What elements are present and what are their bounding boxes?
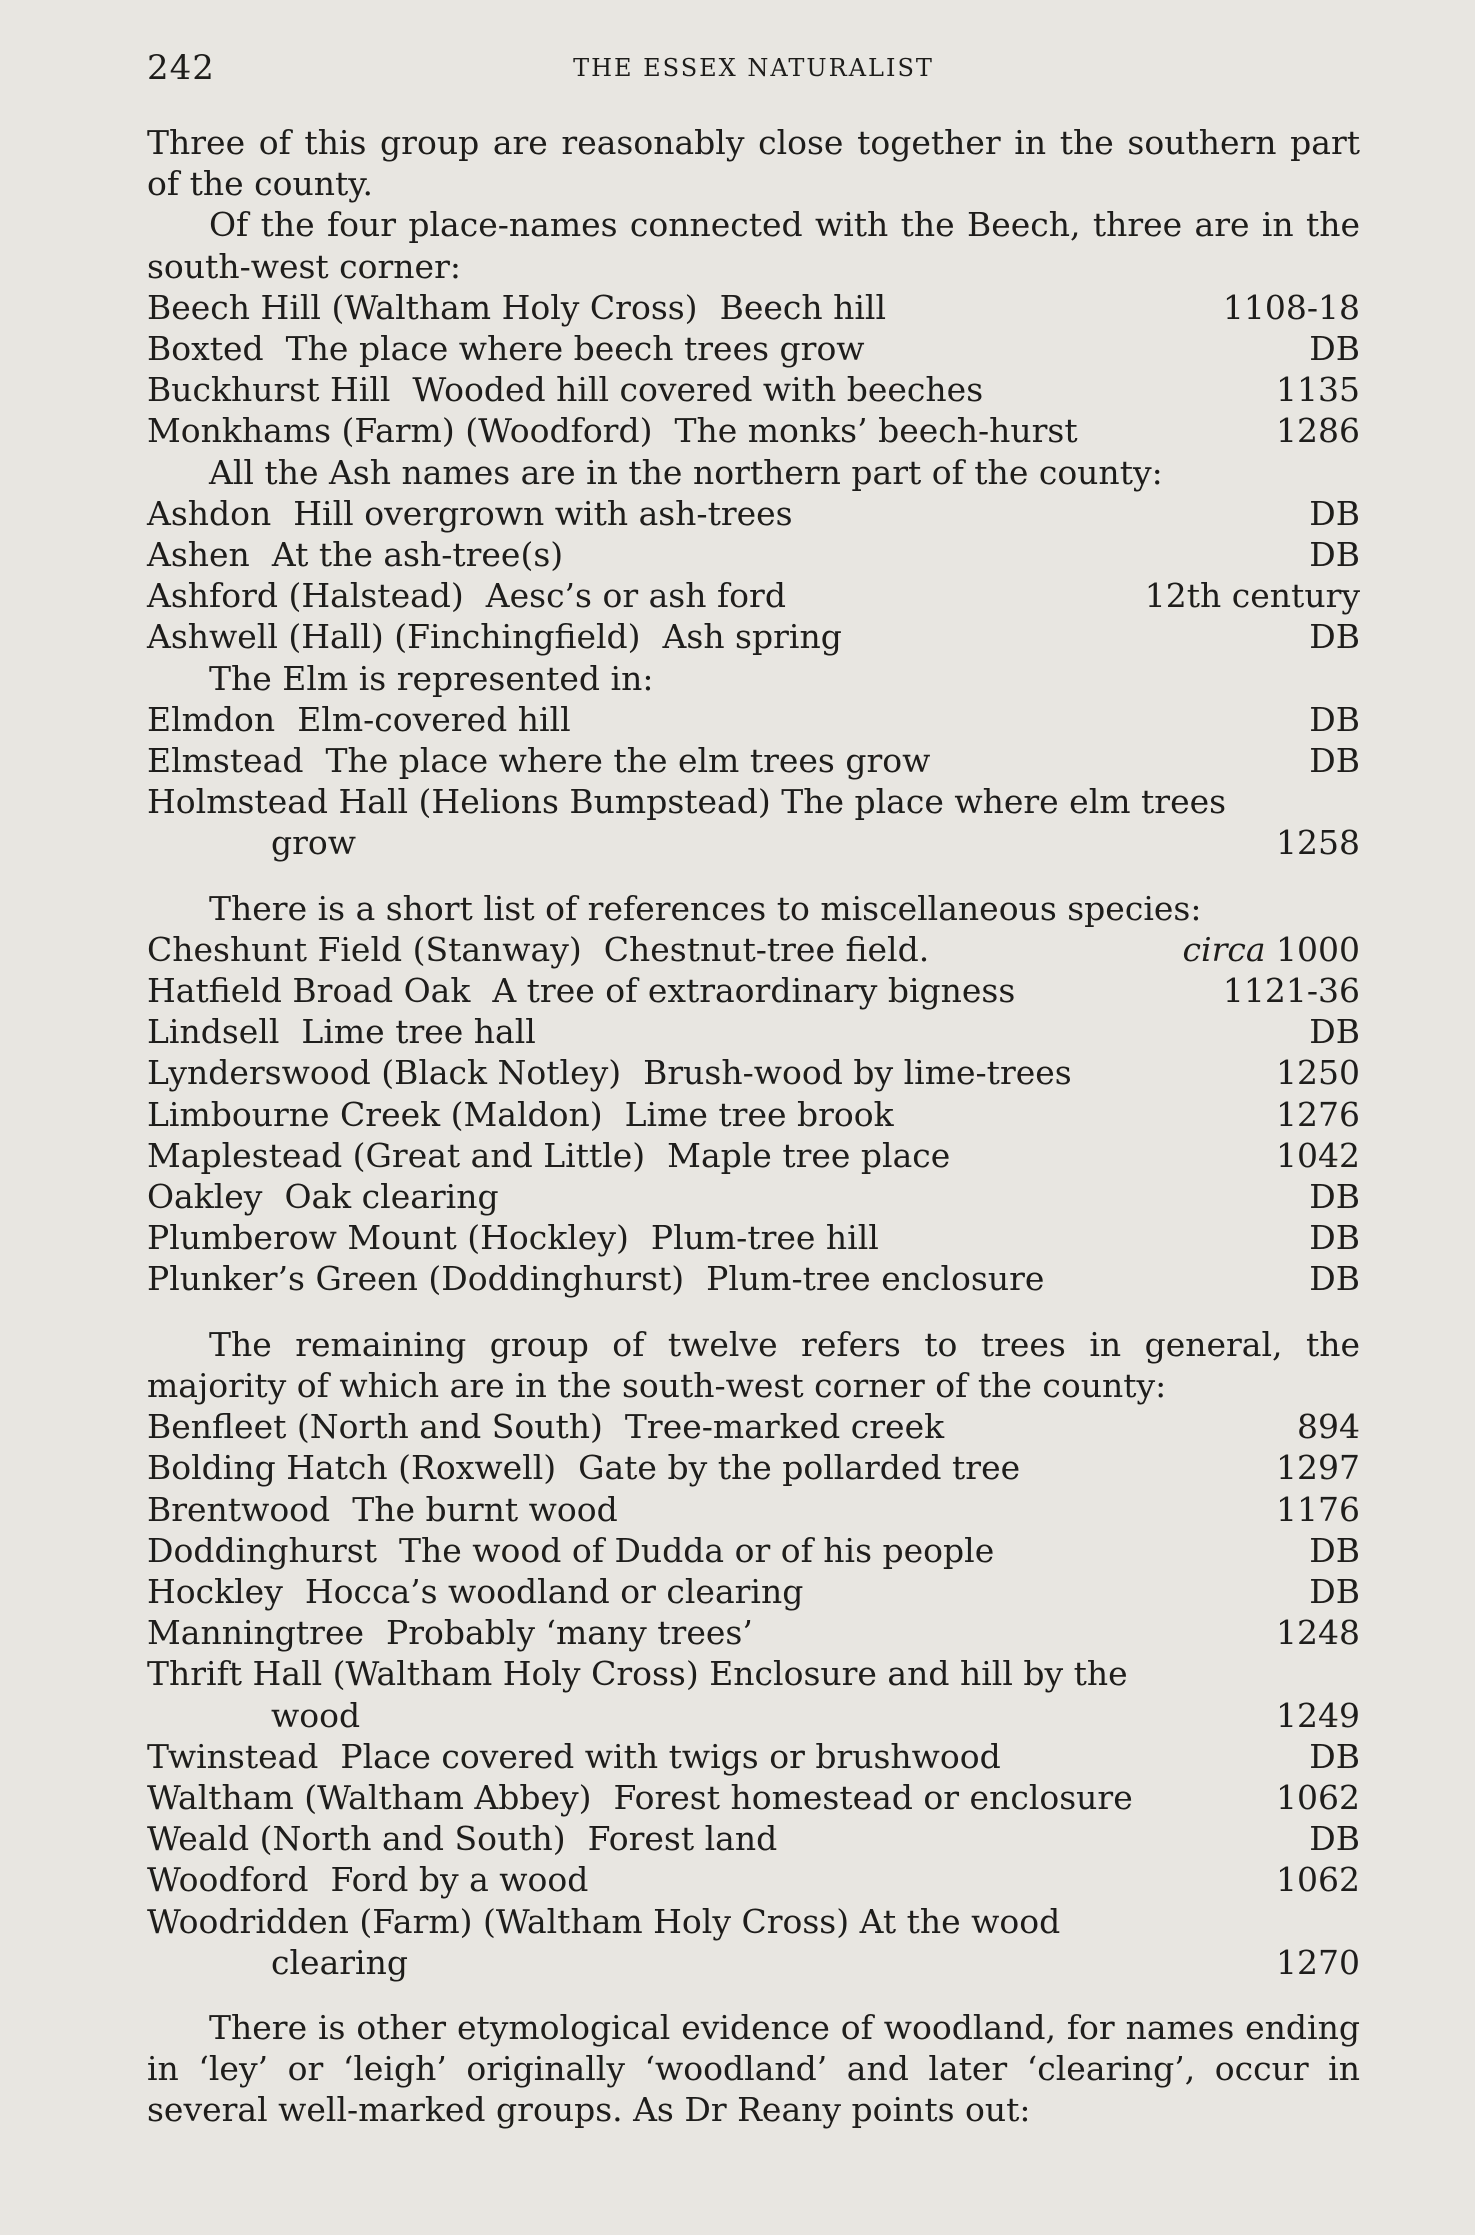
general-list-a bbox=[147, 1406, 1360, 1653]
place-meaning: Wooded hill covered with beeches bbox=[412, 370, 984, 410]
place-date: DB bbox=[1309, 1218, 1360, 1258]
list-item bbox=[147, 1052, 1360, 1093]
place-date: 1062 bbox=[1276, 1860, 1360, 1900]
place-meaning: The monks’ beech-hurst bbox=[674, 411, 1078, 451]
place-name: Plunker’s Green (Doddinghurst) bbox=[147, 1259, 685, 1299]
list-item bbox=[147, 1135, 1360, 1176]
place-date: DB bbox=[1309, 1819, 1360, 1859]
place-date: DB bbox=[1309, 1571, 1360, 1611]
place-meaning: Oak clearing bbox=[284, 1177, 499, 1217]
list-item bbox=[147, 740, 1360, 781]
place-meaning: Tree-marked creek bbox=[624, 1407, 945, 1447]
general-list-b bbox=[147, 1736, 1360, 1901]
entry-text: Holmstead Hall (Helions Bumpstead) The place where elm trees bbox=[147, 782, 1227, 822]
paragraph-intro-2: Of the four place-names connected with the Beech, three are in the south-west corner: bbox=[147, 205, 1360, 286]
place-meaning: A tree of extraordinary bigness bbox=[492, 971, 1016, 1011]
place-date: DB bbox=[1309, 1177, 1360, 1217]
place-meaning: Hill overgrown with ash-trees bbox=[293, 493, 793, 533]
place-name: Brentwood bbox=[147, 1489, 331, 1529]
place-name: Boxted bbox=[147, 329, 264, 369]
place-meaning: Lime tree brook bbox=[624, 1094, 894, 1134]
place-meaning: The wood of Dudda or of his people bbox=[399, 1530, 995, 1570]
place-name: Woodford bbox=[147, 1860, 309, 1900]
list-item bbox=[147, 534, 1360, 575]
place-name: Ashdon bbox=[147, 493, 272, 533]
place-meaning: Probably ‘many trees’ bbox=[386, 1613, 753, 1653]
place-date: 1000 bbox=[1276, 929, 1360, 969]
place-meaning: Aesc’s or ash ford bbox=[485, 576, 786, 616]
running-head: THE ESSEX NATURALIST bbox=[573, 54, 934, 82]
list-item bbox=[147, 1571, 1360, 1612]
place-date: 1108-18 bbox=[1222, 287, 1360, 327]
place-meaning: Forest homestead or enclosure bbox=[613, 1777, 1133, 1817]
place-date: 1176 bbox=[1276, 1489, 1360, 1529]
place-meaning: Ash spring bbox=[662, 617, 842, 657]
list-item bbox=[147, 970, 1360, 1011]
place-name: Weald (North and South) bbox=[147, 1819, 566, 1859]
place-name: Ashwell (Hall) (Finchingfield) bbox=[147, 617, 641, 657]
place-meaning: At the ash-tree(s) bbox=[271, 535, 564, 575]
list-item bbox=[147, 1818, 1360, 1859]
list-item-thrift-hall bbox=[147, 1653, 1360, 1735]
list-item bbox=[147, 328, 1360, 369]
place-name: Twinstead bbox=[147, 1736, 319, 1776]
list-item bbox=[147, 287, 1360, 328]
page-header bbox=[147, 48, 1360, 94]
place-meaning: Plum-tree hill bbox=[650, 1218, 879, 1258]
place-meaning: The place where beech trees grow bbox=[285, 329, 865, 369]
page-number: 242 bbox=[147, 48, 215, 88]
place-meaning: The place where the elm trees grow bbox=[325, 741, 931, 781]
list-item bbox=[147, 1176, 1360, 1217]
place-date: 1062 bbox=[1276, 1777, 1360, 1817]
place-name: Benfleet (North and South) bbox=[147, 1407, 603, 1447]
place-name: Maplestead (Great and Little) bbox=[147, 1135, 646, 1175]
entry-date: 1249 bbox=[1276, 1695, 1360, 1735]
list-item bbox=[147, 929, 1360, 970]
place-date: 1297 bbox=[1276, 1448, 1360, 1488]
paragraph-ash-intro: All the Ash names are in the northern part of the county: bbox=[209, 452, 1163, 492]
place-date: DB bbox=[1309, 1736, 1360, 1776]
place-date: DB bbox=[1309, 1530, 1360, 1570]
place-name: Cheshunt Field (Stanway) bbox=[147, 929, 582, 969]
list-item bbox=[147, 1489, 1360, 1530]
list-item bbox=[147, 1530, 1360, 1571]
entry-text: Thrift Hall (Waltham Holy Cross) Enclosure and hill by the bbox=[147, 1654, 1128, 1694]
place-name: Hockley bbox=[147, 1571, 283, 1611]
place-name: Bolding Hatch (Roxwell) bbox=[147, 1448, 557, 1488]
place-date: 1248 bbox=[1276, 1613, 1360, 1653]
place-name: Ashen bbox=[147, 535, 250, 575]
place-date: DB bbox=[1309, 617, 1360, 657]
entry-text-cont: clearing bbox=[271, 1942, 408, 1982]
place-date: 1135 bbox=[1276, 370, 1360, 410]
place-date: DB bbox=[1309, 1259, 1360, 1299]
place-meaning: Hocca’s woodland or clearing bbox=[304, 1571, 804, 1611]
list-item bbox=[147, 1094, 1360, 1135]
paragraph-general-intro: The remaining group of twelve refers to trees in general, the majority of which are in the south-west corner of the county: bbox=[147, 1324, 1360, 1405]
place-date: DB bbox=[1309, 1012, 1360, 1052]
place-name: Manningtree bbox=[147, 1613, 364, 1653]
place-name: Buckhurst Hill bbox=[147, 370, 391, 410]
place-date: 894 bbox=[1297, 1407, 1360, 1447]
place-name: Ashford (Halstead) bbox=[147, 576, 464, 616]
place-meaning: Lime tree hall bbox=[301, 1012, 536, 1052]
place-name: Lindsell bbox=[147, 1012, 280, 1052]
list-item bbox=[147, 1447, 1360, 1488]
paragraph-intro-1: Three of this group are reasonably close together in the southern part of the county. bbox=[147, 123, 1360, 204]
paragraph-elm-intro: The Elm is represented in: bbox=[209, 658, 654, 698]
entry-date: 1258 bbox=[1276, 823, 1360, 863]
place-meaning: Place covered with twigs or brushwood bbox=[340, 1736, 1001, 1776]
place-date: DB bbox=[1309, 329, 1360, 369]
paragraph-misc-intro: There is a short list of references to miscellaneous species: bbox=[209, 888, 1202, 928]
paragraph-closing: There is other etymological evidence of woodland, for names ending in ‘ley’ or ‘leigh’ originally ‘woodland’ and later ‘clearing’, occur in several well-marked groups. As Dr Reany points out: bbox=[147, 2007, 1360, 2130]
place-meaning: Maple tree place bbox=[667, 1135, 951, 1175]
place-date: 1042 bbox=[1276, 1135, 1360, 1175]
entry-text-cont: wood bbox=[271, 1695, 361, 1735]
list-item bbox=[147, 369, 1360, 410]
place-date: 12th century bbox=[1144, 576, 1360, 616]
place-name: Monkhams (Farm) (Woodford) bbox=[147, 411, 653, 451]
entry-text: Woodridden (Farm) (Waltham Holy Cross) At the wood bbox=[147, 1901, 1061, 1941]
list-item bbox=[147, 1859, 1360, 1900]
page-body bbox=[147, 122, 1360, 2131]
place-meaning: The burnt wood bbox=[352, 1489, 618, 1529]
place-name: Doddinghurst bbox=[147, 1530, 377, 1570]
place-name: Hatfield Broad Oak bbox=[147, 971, 471, 1011]
list-item bbox=[147, 1258, 1360, 1299]
beech-list bbox=[147, 287, 1360, 452]
list-item-holmstead bbox=[147, 781, 1360, 863]
list-item bbox=[147, 575, 1360, 616]
entry-date: 1270 bbox=[1276, 1942, 1360, 1982]
list-item bbox=[147, 493, 1360, 534]
place-meaning: Chestnut-tree field. bbox=[603, 929, 930, 969]
list-item bbox=[147, 1217, 1360, 1258]
place-date: DB bbox=[1309, 741, 1360, 781]
place-name: Lynderswood (Black Notley) bbox=[147, 1053, 622, 1093]
place-date: DB bbox=[1309, 535, 1360, 575]
date-qualifier: circa bbox=[1182, 929, 1266, 969]
misc-list bbox=[147, 929, 1360, 1300]
place-date: 1276 bbox=[1276, 1094, 1360, 1134]
place-meaning: Plum-tree enclosure bbox=[706, 1259, 1045, 1299]
entry-text-cont: grow bbox=[271, 823, 357, 863]
list-item bbox=[147, 616, 1360, 657]
place-date: 1121-36 bbox=[1222, 971, 1360, 1011]
list-item bbox=[147, 699, 1360, 740]
place-meaning: Elm-covered hill bbox=[297, 699, 571, 739]
place-meaning: Forest land bbox=[587, 1819, 778, 1859]
place-meaning: Brush-wood by lime-trees bbox=[643, 1053, 1072, 1093]
list-item bbox=[147, 1406, 1360, 1447]
list-item bbox=[147, 1736, 1360, 1777]
place-date: DB bbox=[1309, 699, 1360, 739]
place-name: Oakley bbox=[147, 1177, 263, 1217]
place-name: Elmstead bbox=[147, 741, 304, 781]
list-item bbox=[147, 1777, 1360, 1818]
place-name: Plumberow Mount (Hockley) bbox=[147, 1218, 629, 1258]
list-item bbox=[147, 410, 1360, 451]
place-date: DB bbox=[1309, 493, 1360, 533]
list-item bbox=[147, 1612, 1360, 1653]
place-meaning: Beech hill bbox=[719, 287, 887, 327]
place-meaning: Ford by a wood bbox=[330, 1860, 589, 1900]
elm-list bbox=[147, 699, 1360, 781]
place-name: Waltham (Waltham Abbey) bbox=[147, 1777, 592, 1817]
ash-list bbox=[147, 493, 1360, 658]
list-item-woodridden bbox=[147, 1901, 1360, 1983]
place-name: Beech Hill (Waltham Holy Cross) bbox=[147, 287, 698, 327]
place-meaning: Gate by the pollarded tree bbox=[578, 1448, 1021, 1488]
list-item bbox=[147, 1011, 1360, 1052]
place-name: Elmdon bbox=[147, 699, 276, 739]
place-name: Limbourne Creek (Maldon) bbox=[147, 1094, 603, 1134]
place-date: 1286 bbox=[1276, 411, 1360, 451]
place-date: 1250 bbox=[1276, 1053, 1360, 1093]
